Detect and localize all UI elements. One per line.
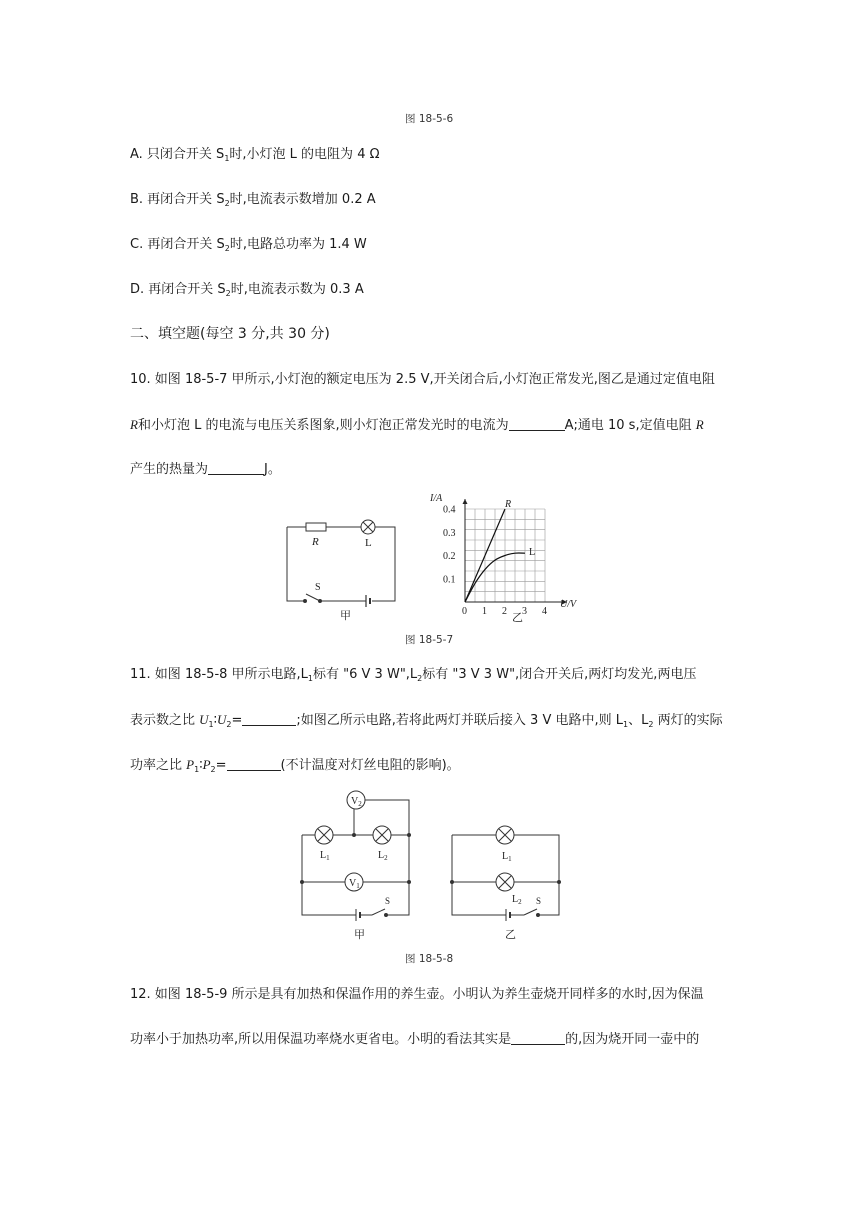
option-a-text-end: 时,小灯泡 L 的电阻为 4 Ω xyxy=(229,147,380,162)
option-b-text-end: 时,电流表示数增加 0.2 A xyxy=(229,192,376,207)
y-axis-label: I/A xyxy=(430,493,443,504)
q11-colon-p: ∶ xyxy=(199,758,203,773)
q11-var-u2: U xyxy=(217,712,227,727)
q11-l3-text-b: (不计温度对灯丝电阻的影响)。 xyxy=(280,758,460,773)
q11-colon: ∶ xyxy=(213,713,218,728)
x-tick-label: 0 xyxy=(462,606,467,617)
label-l2: $L_2$ xyxy=(378,850,388,862)
switch-contact xyxy=(319,600,322,603)
wire xyxy=(372,527,395,601)
figure-18-5-7-graph xyxy=(430,494,580,624)
x-tick-label: 1 xyxy=(482,606,487,617)
q11-l2-sub3: 1 xyxy=(623,720,629,729)
option-c-sub: 2 xyxy=(224,244,230,253)
option-d-text: D. 再闭合开关 S xyxy=(130,282,226,297)
q10-blank-heat[interactable] xyxy=(208,461,264,475)
junction-dot xyxy=(450,880,454,884)
resistor-r xyxy=(306,523,326,531)
q11-l2-text-c: 、L xyxy=(628,713,649,728)
q11-l1-sub1: 1 xyxy=(307,674,314,683)
y-tick-label: 0.3 xyxy=(443,527,456,539)
junction-dot xyxy=(352,833,356,837)
label-jia: 甲 xyxy=(354,929,365,941)
q12-line2-text: 功率小于加热功率,所以用保温功率烧水更省电。小明的看法其实是 xyxy=(130,1032,512,1047)
q11-blank-voltage-ratio[interactable] xyxy=(242,712,296,726)
option-b xyxy=(130,191,376,213)
q10-line3 xyxy=(130,461,281,479)
junction-dot xyxy=(300,880,304,884)
switch-contact xyxy=(385,914,388,917)
option-d xyxy=(130,281,364,303)
series-label-l: L xyxy=(529,547,536,559)
q10-line2-text: 和小灯泡 L 的电流与电压关系图象,则小灯泡正常发光时的电流为 xyxy=(137,418,509,433)
q10-blank-current[interactable] xyxy=(509,417,565,431)
label-jia: 甲 xyxy=(340,610,351,622)
option-b-sub: 2 xyxy=(224,199,230,208)
label-l1: $L_1$ xyxy=(502,851,512,863)
q11-equals-p: = xyxy=(215,758,227,773)
switch-s-icon xyxy=(372,909,385,915)
figure-18-5-8-circuit-yi xyxy=(444,792,574,942)
option-a-text: A. 只闭合开关 S xyxy=(130,147,225,162)
label-s: S xyxy=(536,896,542,906)
q11-l1-text-a: 11. 如图 18-5-8 甲所示电路,L xyxy=(130,667,308,682)
option-d-sub: 2 xyxy=(225,289,231,298)
figure-18-5-8-circuit-jia xyxy=(294,792,424,942)
option-a-sub: 1 xyxy=(224,154,230,163)
q11-l1-text-c: 标有 "3 V 3 W",闭合开关后,两灯均发光,两电压 xyxy=(422,667,697,682)
junction-dot xyxy=(407,880,411,884)
x-axis-label: U/V xyxy=(560,599,577,610)
figure-caption-18-5-8: 图 18-5-8 xyxy=(405,953,454,965)
switch-s-icon xyxy=(524,909,537,915)
figure-caption-18-5-7: 图 18-5-7 xyxy=(405,634,454,646)
x-tick-label: 2 xyxy=(502,606,507,617)
y-tick-label: 0.1 xyxy=(443,574,456,586)
q11-var-p1: P xyxy=(186,757,195,772)
q11-l2-sub4: 2 xyxy=(648,720,654,729)
figure-18-5-7-circuit xyxy=(282,515,412,622)
q11-var-u1: U xyxy=(199,712,209,727)
option-a xyxy=(130,146,380,168)
option-d-text-end: 时,电流表示数为 0.3 A xyxy=(230,282,364,297)
figure-caption-18-5-6: 图 18-5-6 xyxy=(405,113,454,125)
option-c xyxy=(130,236,367,258)
q11-equals: = xyxy=(231,713,243,728)
q12-blank-judgement[interactable] xyxy=(511,1031,565,1045)
q12-line2 xyxy=(130,1031,699,1049)
q10-var-r2: R xyxy=(695,417,704,432)
option-c-text-end: 时,电路总功率为 1.4 W xyxy=(229,237,367,252)
section-heading: 二、填空题(每空 3 分,共 30 分) xyxy=(130,326,330,342)
q10-var-r: R xyxy=(130,417,138,432)
q11-l1-text-b: 标有 "6 V 3 W",L xyxy=(313,667,418,682)
label-v1: $V_1$ xyxy=(349,878,360,890)
option-c-text: C. 再闭合开关 S xyxy=(130,237,225,252)
q11-var-p2: P xyxy=(202,757,211,772)
label-s: S xyxy=(385,896,391,906)
q11-l1-sub2: 2 xyxy=(417,674,423,683)
junction-dot xyxy=(407,833,411,837)
wire xyxy=(287,527,304,601)
label-yi: 乙 xyxy=(505,929,516,941)
wire xyxy=(452,835,506,915)
x-tick-label: 4 xyxy=(542,606,547,617)
q12-line1: 12. 如图 18-5-9 所示是具有加热和保温作用的养生壶。小明认为养生壶烧开同样多的水时,因为保温 xyxy=(130,987,704,1002)
q11-l2-text-d: 两灯的实际 xyxy=(653,713,723,728)
label-l1: $L_1$ xyxy=(320,850,330,862)
y-axis-arrow xyxy=(463,499,468,504)
q11-l2-text-a: 表示数之比 xyxy=(130,713,200,728)
y-tick-label: 0.2 xyxy=(443,551,456,562)
q11-l2-text-b: ;如图乙所示电路,若将此两灯并联后接入 3 V 电路中,则 L xyxy=(296,713,623,728)
q10-line1: 10. 如图 18-5-7 甲所示,小灯泡的额定电压为 2.5 V,开关闭合后,小灯泡正常发光,图乙是通过定值电阻 xyxy=(130,372,715,387)
q11-sub-p2: 2 xyxy=(210,765,216,774)
q11-line3 xyxy=(130,756,460,779)
q10-line3-text: 产生的热量为 xyxy=(130,462,209,477)
switch-s-icon xyxy=(306,594,320,601)
q11-blank-power-ratio[interactable] xyxy=(227,757,281,771)
label-l2: $L_2$ xyxy=(512,894,522,906)
q11-line1 xyxy=(130,666,696,688)
q11-sub-u2: 2 xyxy=(226,720,232,729)
y-tick-label: 0.4 xyxy=(443,504,456,516)
q10-line2-text-b: A;通电 10 s,定值电阻 xyxy=(564,418,692,433)
q11-l3-text-a: 功率之比 xyxy=(130,758,187,773)
option-b-text: B. 再闭合开关 S xyxy=(130,192,225,207)
series-label-r: R xyxy=(505,499,512,510)
switch-contact xyxy=(537,914,540,917)
label-r: R xyxy=(312,536,319,548)
x-tick-label: 3 xyxy=(522,606,527,617)
graph-name-yi: 乙 xyxy=(512,612,523,624)
q12-line2-text-b: 的,因为烧开同一壶中的 xyxy=(565,1032,700,1047)
q11-sub-u1: 1 xyxy=(208,720,214,729)
label-v2: $V_2$ xyxy=(351,796,362,808)
label-s: S xyxy=(315,582,321,593)
q10-line2 xyxy=(130,416,704,435)
q11-sub-p1: 1 xyxy=(194,765,200,774)
junction-dot xyxy=(557,880,561,884)
q10-line3-end: J。 xyxy=(264,462,281,477)
label-l: L xyxy=(365,537,372,549)
q11-line2 xyxy=(130,711,723,734)
